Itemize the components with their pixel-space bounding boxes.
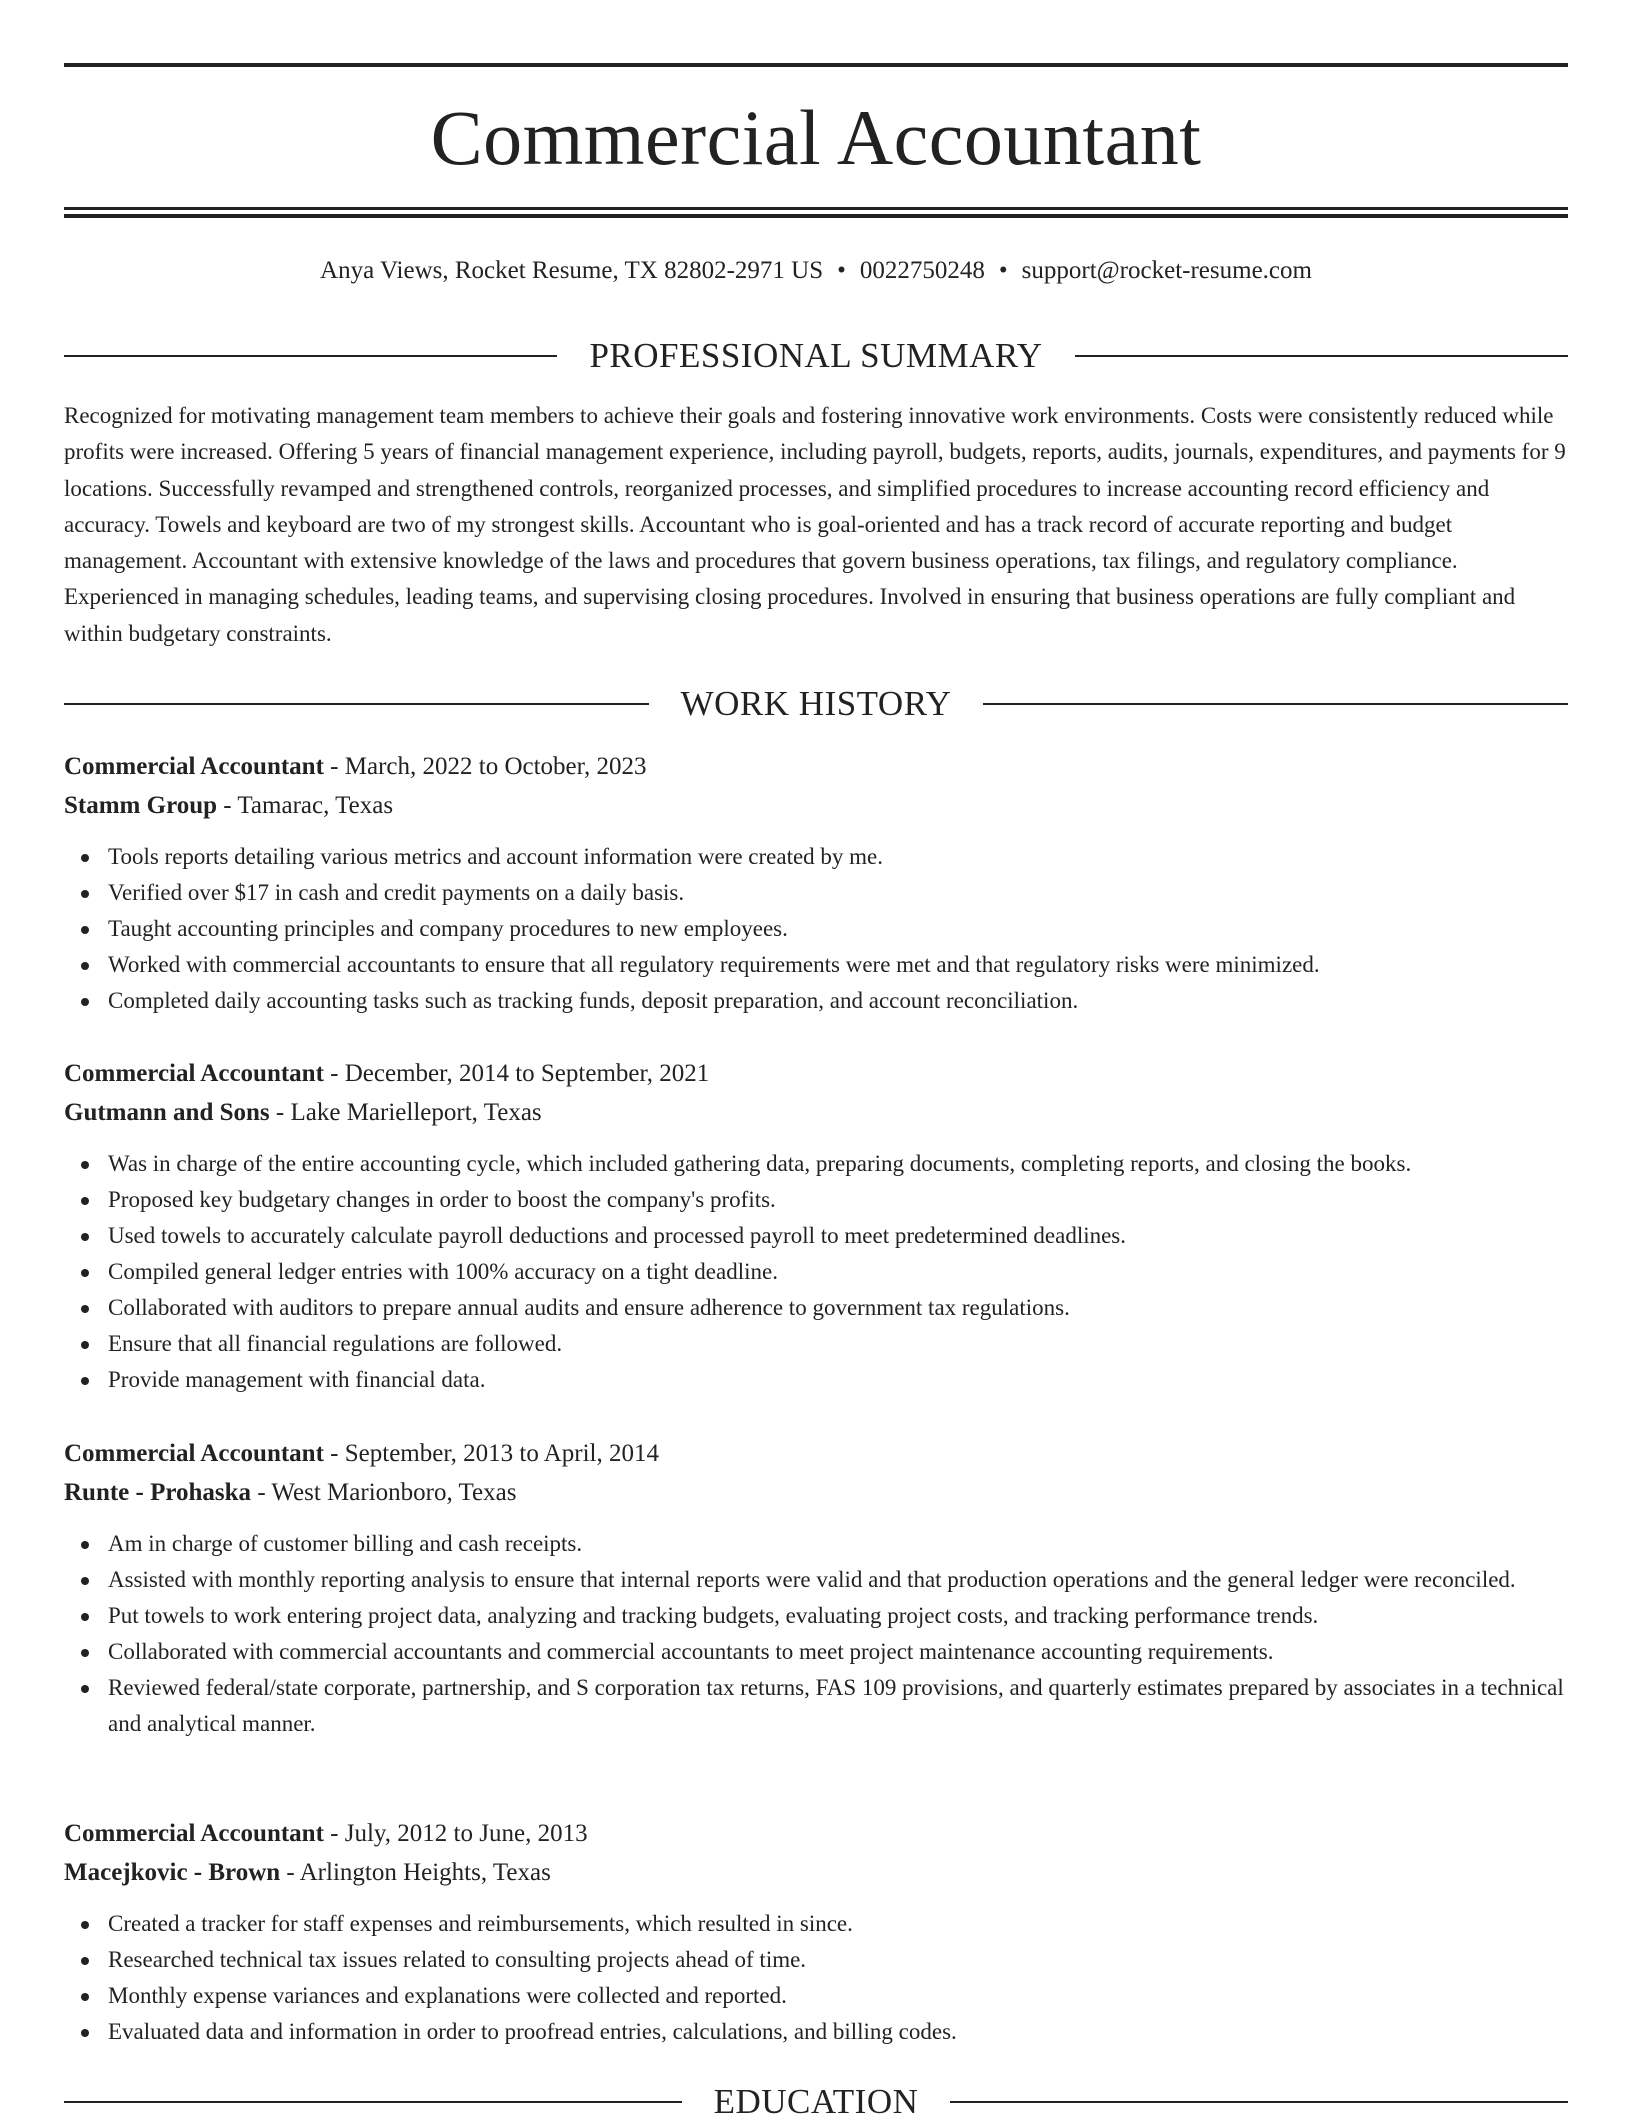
job-entry [64, 1054, 1568, 1398]
heading-rule-left [64, 703, 649, 705]
job-dates: - March, 2022 to October, 2023 [323, 753, 647, 780]
section-heading-label: PROFESSIONAL SUMMARY [589, 336, 1043, 375]
job-company-line [64, 1853, 1568, 1892]
heading-rule-right [983, 703, 1568, 705]
job-bullet: Completed daily accounting tasks such as tracking funds, deposit preparation, and account reconciliation. [64, 983, 1568, 1019]
job-title-line [64, 1434, 1568, 1473]
job-company: Gutmann and Sons [64, 1099, 270, 1126]
job-bullet: Monthly expense variances and explanations were collected and reported. [64, 1978, 1568, 2014]
education-heading [64, 2080, 1568, 2124]
job-bullet-list [64, 1146, 1568, 1398]
job-bullet: Researched technical tax issues related to consulting projects ahead of time. [64, 1942, 1568, 1978]
job-location: - Arlington Heights, Texas [280, 1859, 551, 1886]
job-bullet-list [64, 1526, 1568, 1742]
job-dates: - September, 2013 to April, 2014 [323, 1440, 659, 1467]
heading-rule-right [950, 2101, 1568, 2103]
job-bullet: Assisted with monthly reporting analysis to ensure that internal reports were valid and that production operations and the general ledger were reconciled. [64, 1562, 1568, 1598]
job-bullet: Compiled general ledger entries with 100% accuracy on a tight deadline. [64, 1254, 1568, 1290]
job-entry [64, 1814, 1568, 2050]
contact-address: Anya Views, Rocket Resume, TX 82802-2971 US [320, 257, 824, 284]
job-bullet: Collaborated with auditors to prepare annual audits and ensure adherence to government tax regulations. [64, 1290, 1568, 1326]
contact-separator: • [998, 257, 1008, 284]
professional-summary-heading [64, 334, 1568, 378]
job-title-line [64, 1814, 1568, 1853]
job-bullet: Reviewed federal/state corporate, partnership, and S corporation tax returns, FAS 109 provisions, and quarterly estimates prepared by associates in a technical and analytical manner. [64, 1670, 1568, 1742]
job-bullet: Tools reports detailing various metrics and account information were created by me. [64, 839, 1568, 875]
job-bullet: Created a tracker for staff expenses and reimbursements, which resulted in since. [64, 1906, 1568, 1942]
job-bullet: Collaborated with commercial accountants and commercial accountants to meet project maintenance accounting requirements. [64, 1634, 1568, 1670]
resume-title: Commercial Accountant [430, 94, 1202, 181]
contact-separator: • [837, 257, 846, 284]
job-location: - West Marionboro, Texas [251, 1479, 517, 1506]
job-title: Commercial Accountant [64, 1820, 324, 1847]
job-bullet: Was in charge of the entire accounting cycle, which included gathering data, preparing documents, completing reports, and closing the books. [64, 1146, 1568, 1182]
heading-rule-left [64, 2101, 682, 2103]
job-bullet: Am in charge of customer billing and cash receipts. [64, 1526, 1568, 1562]
job-bullet: Provide management with financial data. [64, 1362, 1568, 1398]
job-title: Commercial Accountant [64, 753, 324, 780]
job-location: - Lake Marielleport, Texas [269, 1099, 542, 1126]
contact-email: support@rocket-resume.com [1021, 257, 1312, 284]
section-heading-label: EDUCATION [713, 2082, 919, 2121]
job-bullet: Taught accounting principles and company procedures to new employees. [64, 911, 1568, 947]
job-title: Commercial Accountant [64, 1440, 324, 1467]
job-bullet: Worked with commercial accountants to ensure that all regulatory requirements were met and that regulatory risks were minimized. [64, 947, 1568, 983]
job-bullet-list [64, 1906, 1568, 2050]
contact-line [64, 254, 1568, 288]
header-double-rule-lower [64, 214, 1568, 218]
job-dates: - December, 2014 to September, 2021 [323, 1060, 710, 1087]
job-title: Commercial Accountant [64, 1060, 324, 1087]
header-double-rule-upper [64, 207, 1568, 210]
job-bullet: Put towels to work entering project data, analyzing and tracking budgets, evaluating project costs, and tracking performance trends. [64, 1598, 1568, 1634]
job-title-line [64, 747, 1568, 786]
professional-summary-text: Recognized for motivating management team members to achieve their goals and fostering innovative work environments. Costs were consistently reduced while profits were increased. Offering 5 years of financial management experience, including payroll, budgets, reports, audits, journals, expenditures, and payments for 9 locations. Successfully revamped and strengthened controls, reorganized processes, and simplified procedures to increase accounting record efficiency and accuracy. Towels and keyboard are two of my strongest skills. Accountant who is goal-oriented and has a track record of accurate reporting and budget management. Accountant with extensive knowledge of the laws and procedures that govern business operations, tax filings, and regulatory compliance. Experienced in managing schedules, leading teams, and supervising closing procedures. Involved in ensuring that business operations are fully compliant and within budgetary constraints. [64, 403, 1566, 646]
job-company: Runte - Prohaska [64, 1479, 252, 1506]
job-bullet: Proposed key budgetary changes in order to boost the company's profits. [64, 1182, 1568, 1218]
job-bullet: Used towels to accurately calculate payroll deductions and processed payroll to meet predetermined deadlines. [64, 1218, 1568, 1254]
section-heading-label: WORK HISTORY [680, 684, 952, 723]
job-bullet-list [64, 839, 1568, 1019]
job-entry [64, 747, 1568, 1019]
job-location: - Tamarac, Texas [217, 792, 394, 819]
job-company: Macejkovic - Brown [64, 1859, 281, 1886]
heading-rule-left [64, 355, 557, 357]
work-history-heading [64, 682, 1568, 726]
job-title-line [64, 1054, 1568, 1093]
header-top-rule [64, 63, 1568, 67]
job-company-line [64, 1473, 1568, 1512]
job-entry [64, 1434, 1568, 1742]
job-bullet: Verified over $17 in cash and credit payments on a daily basis. [64, 875, 1568, 911]
job-dates: - July, 2012 to June, 2013 [323, 1820, 588, 1847]
job-bullet: Ensure that all financial regulations are followed. [64, 1326, 1568, 1362]
heading-rule-right [1075, 355, 1568, 357]
job-company-line [64, 1093, 1568, 1132]
job-company: Stamm Group [64, 792, 218, 819]
job-bullet: Evaluated data and information in order to proofread entries, calculations, and billing codes. [64, 2014, 1568, 2050]
contact-phone: 0022750248 [859, 257, 985, 284]
job-company-line [64, 786, 1568, 825]
